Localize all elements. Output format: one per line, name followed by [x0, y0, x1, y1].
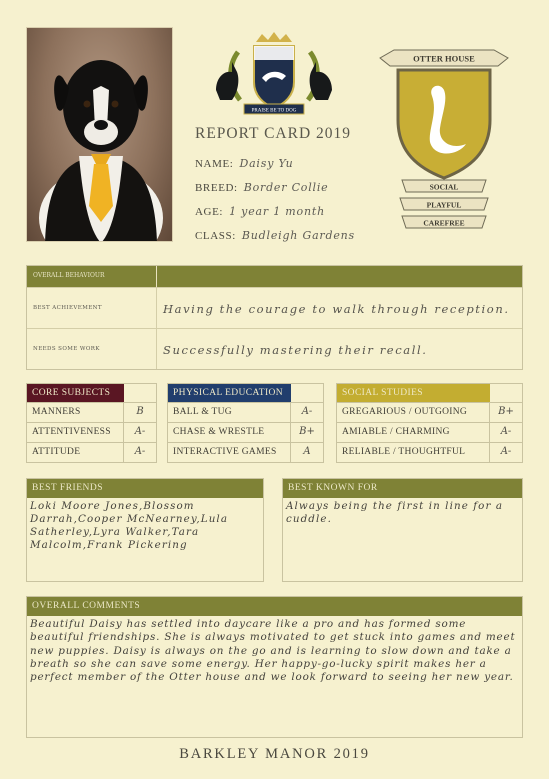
table-row — [336, 423, 523, 443]
house-name: OTTER HOUSE — [413, 53, 475, 64]
field-label: BREED: — [195, 182, 238, 194]
house-trait: SOCIAL — [429, 182, 459, 192]
subject-name: ATTITUDE — [27, 443, 124, 462]
breed-field — [195, 181, 329, 194]
subject-name: MANNERS — [27, 403, 124, 422]
core-subjects-heading: CORE SUBJECTS — [27, 384, 124, 402]
crest-motto: PRAISE BE TO DOG — [251, 108, 297, 114]
subject-name: CHASE & WRESTLE — [168, 423, 291, 442]
subject-grade: A- — [500, 426, 512, 437]
name-field — [195, 157, 294, 170]
best-known-for-text: Always being the first in line for a cuddle. — [286, 500, 504, 525]
house-shield — [374, 40, 514, 235]
field-label: AGE: — [195, 206, 224, 218]
best-known-for-box — [282, 478, 523, 582]
table-row — [27, 287, 522, 328]
best-friends-box — [26, 478, 264, 582]
field-value: Daisy Yu — [239, 157, 294, 170]
best-known-for-heading: BEST KNOWN FOR — [283, 479, 522, 498]
field-value: Border Collie — [243, 181, 329, 194]
best-friends-heading: BEST FRIENDS — [27, 479, 263, 498]
subject-name: GREGARIOUS / OUTGOING — [337, 403, 490, 422]
table-row — [27, 328, 522, 369]
field-value: 1 year 1 month — [229, 205, 325, 218]
dog-photo — [26, 27, 173, 242]
field-label: CLASS: — [195, 230, 236, 242]
social-studies-heading: SOCIAL STUDIES — [337, 384, 490, 402]
subject-name: INTERACTIVE GAMES — [168, 443, 291, 462]
house-trait: PLAYFUL — [426, 200, 462, 210]
row-value: Successfully mastering their recall. — [163, 343, 428, 357]
behaviour-heading: OVERALL BEHAVIOUR — [27, 266, 157, 287]
subject-grade: B+ — [299, 426, 315, 437]
row-value: Having the courage to walk through reception. — [163, 302, 510, 316]
physical-education-table — [167, 383, 324, 463]
subject-name: AMIABLE / CHARMING — [337, 423, 490, 442]
best-friends-text: Loki Moore Jones,Blossom Darrah,Cooper McNearney,Lula Satherley,Lyra Walker,Tara Malcolm,Frank Pickering — [30, 500, 229, 551]
overall-comments-box — [26, 596, 523, 738]
overall-comments-heading: OVERALL COMMENTS — [27, 597, 522, 616]
subject-grade: B+ — [498, 406, 514, 417]
class-field — [195, 229, 355, 242]
table-row — [167, 443, 324, 463]
table-row — [26, 403, 157, 423]
behaviour-table — [26, 265, 523, 370]
subject-name: BALL & TUG — [168, 403, 291, 422]
subject-grade: A- — [500, 446, 512, 457]
table-row — [26, 443, 157, 463]
table-row — [336, 403, 523, 423]
overall-comments-text: Beautiful Daisy has settled into daycare like a pro and has formed some beautiful friendships. She is always motivated to get stuck into games and meet new puppies. Daisy is always on the go and is learning to slow down and take a breath so she can save some energy. Her happy-go-lucky spirit makes her a perfect member of the Otter house and we look forward to seeing her new year. — [30, 618, 516, 684]
behaviour-header — [27, 266, 522, 287]
house-trait: CAREFREE — [423, 218, 465, 228]
subject-name: ATTENTIVENESS — [27, 423, 124, 442]
row-label: BEST ACHIEVEMENT — [27, 288, 157, 328]
subject-name: RELIABLE / THOUGHTFUL — [337, 443, 490, 462]
report-title: REPORT CARD 2019 — [195, 125, 352, 142]
age-field — [195, 205, 325, 218]
subject-grade: A — [303, 446, 311, 457]
table-row — [167, 403, 324, 423]
table-row — [167, 423, 324, 443]
row-label: NEEDS SOME WORK — [27, 329, 157, 369]
subject-grade: A- — [301, 406, 313, 417]
footer-title: BARKLEY MANOR 2019 — [179, 746, 370, 762]
subject-grade: A- — [134, 426, 146, 437]
subject-grade: A- — [134, 446, 146, 457]
table-row — [26, 423, 157, 443]
field-label: NAME: — [195, 158, 234, 170]
physical-education-heading: PHYSICAL EDUCATION — [168, 384, 291, 402]
school-crest — [210, 30, 338, 120]
social-studies-table — [336, 383, 523, 463]
table-row — [336, 443, 523, 463]
subject-grade: B — [136, 406, 144, 417]
core-subjects-table — [26, 383, 157, 463]
field-value: Budleigh Gardens — [241, 229, 355, 242]
